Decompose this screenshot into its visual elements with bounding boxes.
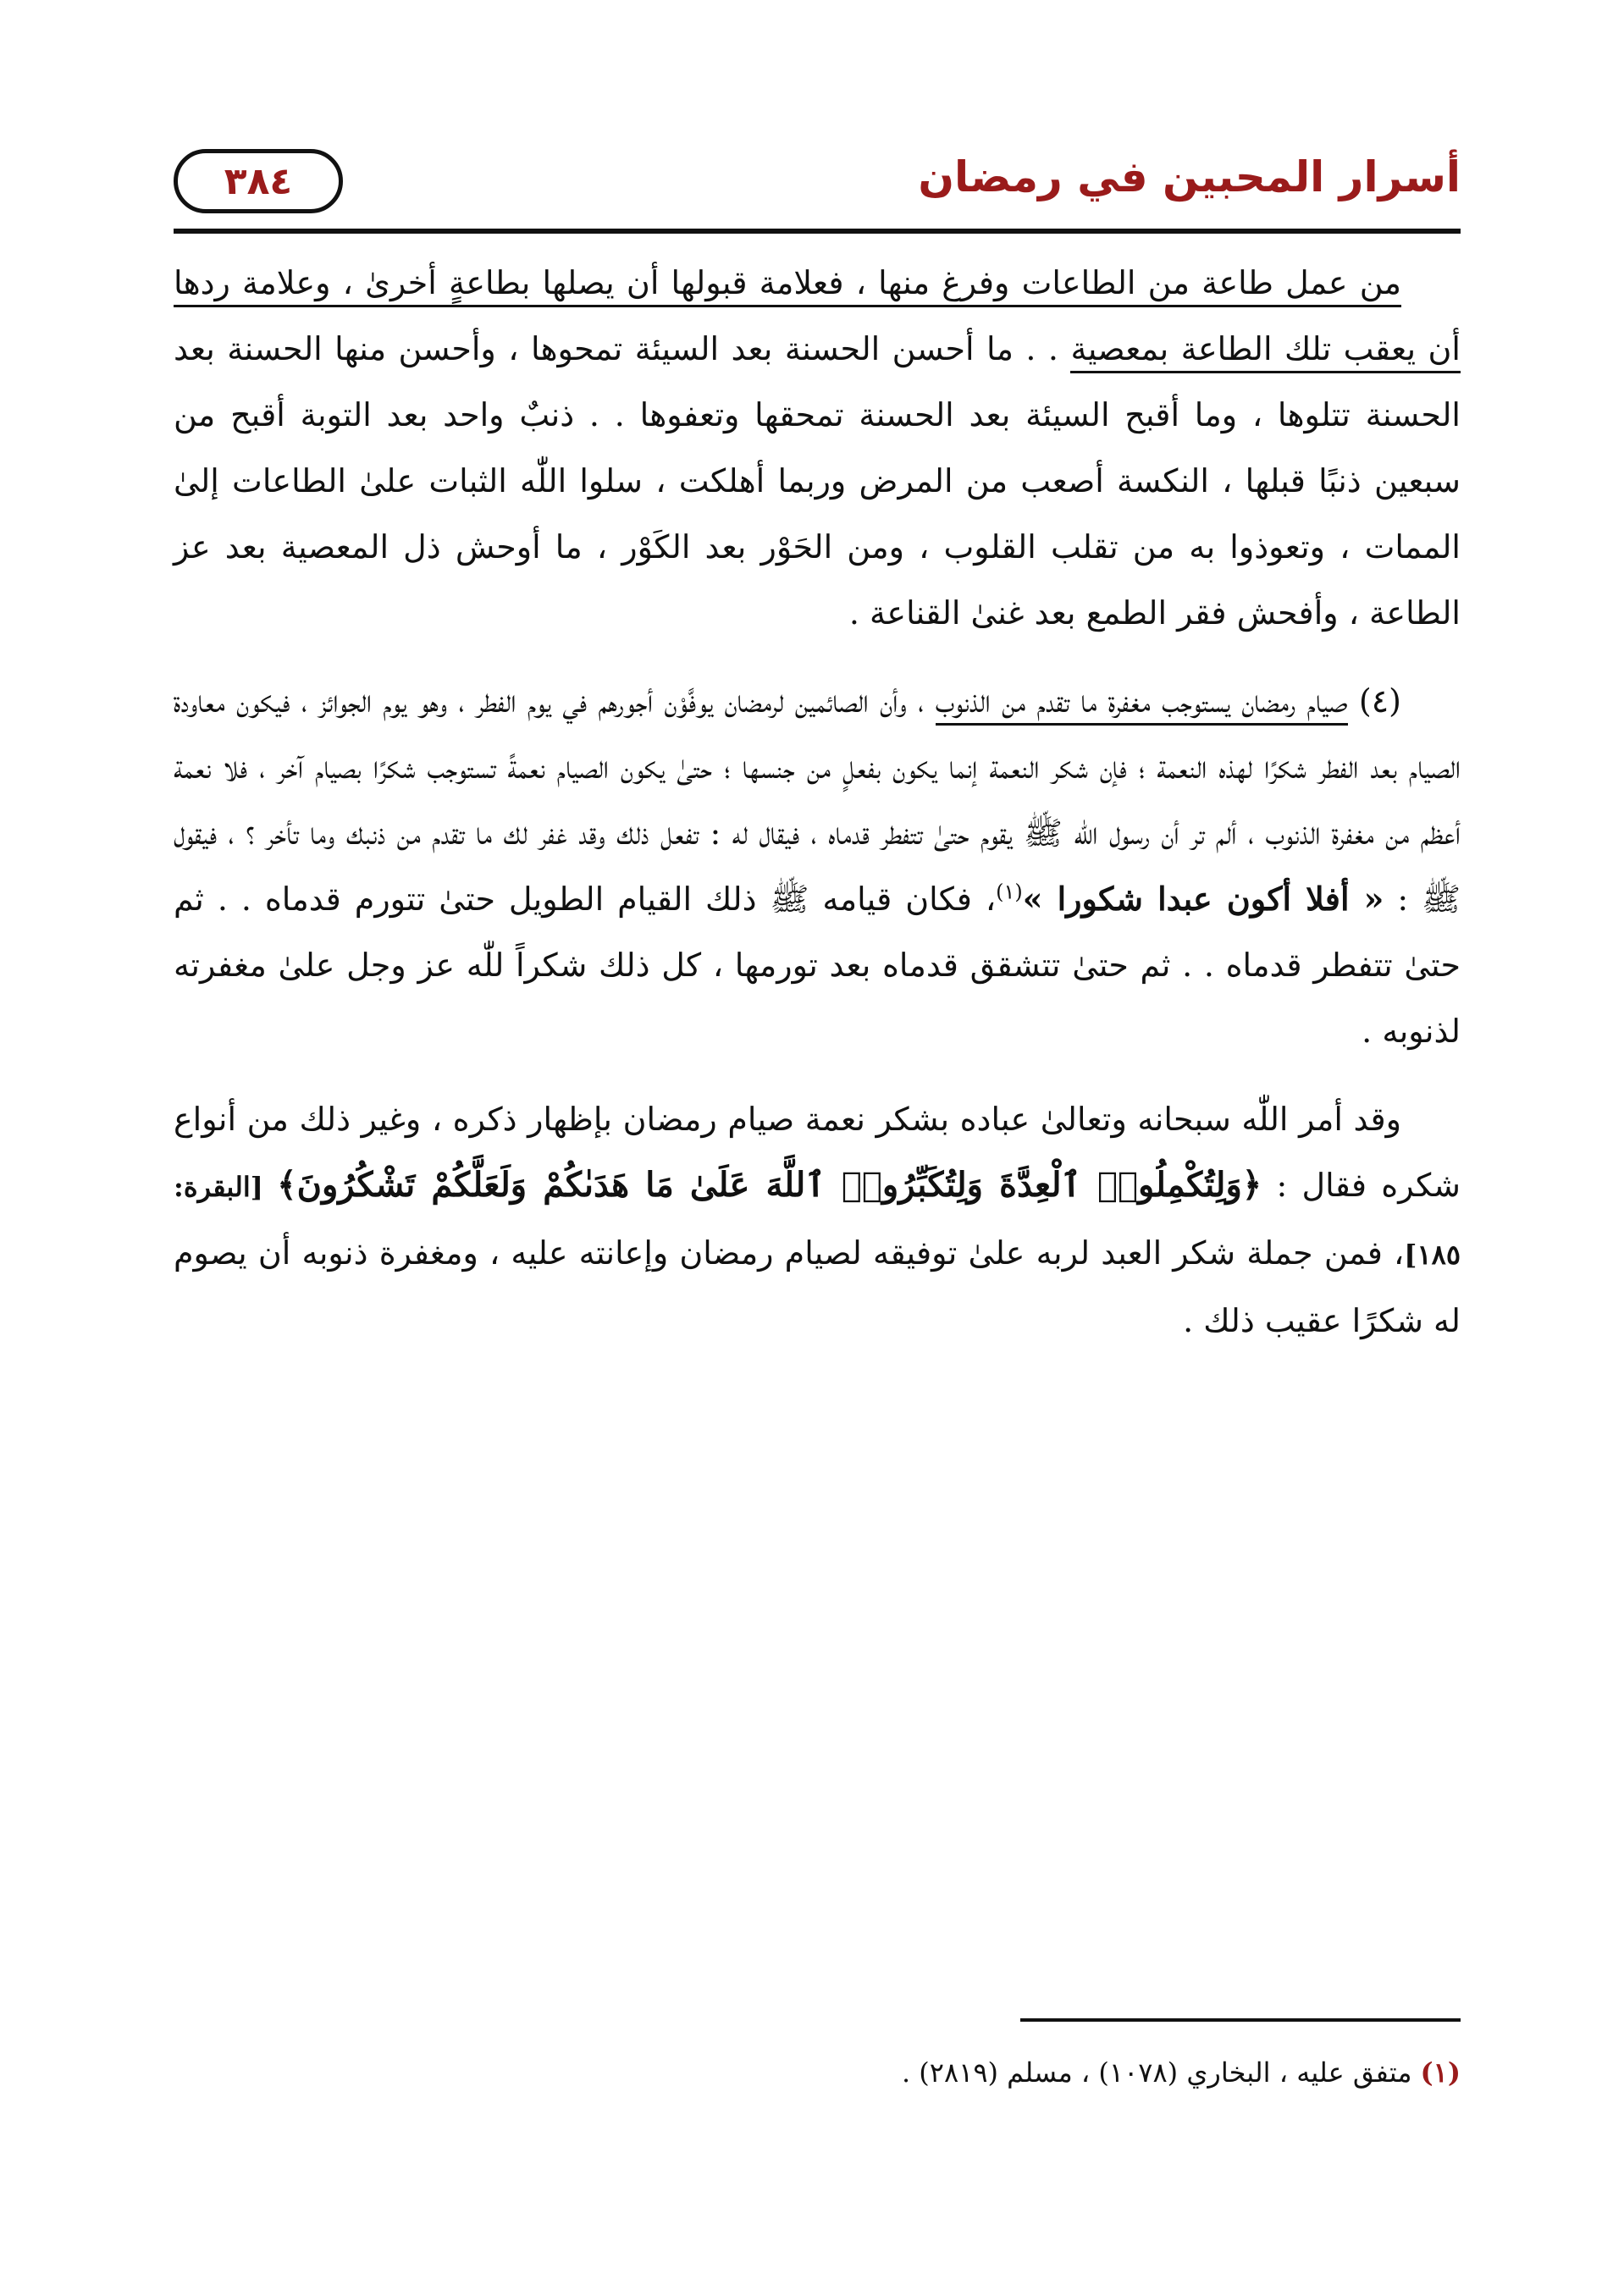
underlined-phrase: من عمل طاعة من الطاعات وفرغ منها ، فعلامة قبولها أن يصلها بطاعةٍ أخرىٰ ، وعلامة ردها أن يعقب تلك الطاعة بمعصية <box>174 264 1461 373</box>
paragraph-text: ، فكان قيامه ﷺ ذلك القيام الطويل حتىٰ تتورم قدماه . . ثم حتىٰ تتفطر قدماه . . ثم حتىٰ تتشقق قدماه بعد تورمها ، كل ذلك شكراً للّٰه عز وجل علىٰ مغفرته لذنوبه . <box>174 880 1461 1050</box>
paragraph-3 <box>174 1086 1461 1354</box>
footnote <box>174 2049 1461 2096</box>
quran-verse: ﴿وَلِتُكْمِلُوا۟ ٱلْعِدَّةَ وَلِتُكَبِّرُوا۟ ٱللَّهَ عَلَىٰ مَا هَدَىٰكُمْ وَلَعَلَّكُمْ تَشْكُرُونَ﴾ <box>277 1165 1262 1205</box>
paragraph-text: ، وأن الصائمين لرمضان يوفَّوْن أجورهم في يوم الفطر ، وهو يوم الجوائز ، فيكون معاودة الصيام بعد الفطر شكرًا لهذه النعمة ؛ فإن شكر النعمة إنما يكون بفعلٍ من جنسها ؛ حتىٰ يكون الصيام نعمةً تستوجب شكرًا بصيام آخر ، فلا نعمة أعظم من مغفرة الذنوب ، ألم تر أن رسول اللّٰه ﷺ يقوم حتىٰ تتفطر قدماه ، فيقال له : تفعل ذلك وقد غفر لك ما تقدم من ذنبك وما تأخر ؟ ، فيقول ﷺ : <box>174 682 1461 918</box>
verse-reference: [البقرة: ١٨٥] <box>174 1171 1461 1271</box>
page-number: ٣٨٤ <box>224 159 293 203</box>
book-title: أسرار المحبين في رمضان <box>918 152 1461 201</box>
paragraph-text: ، فمن جملة شكر العبد لربه علىٰ توفيقه لصيام رمضان وإعانته عليه ، ومغفرة ذنوبه أن يصوم له شكرًا عقيب ذلك . <box>174 1234 1461 1339</box>
page-body <box>174 250 1461 1376</box>
hadith-quote: « أفلا أكون عبدا شكورا » <box>1022 880 1384 918</box>
page-header <box>174 144 1461 229</box>
paragraph-text: وقد أمر اللّٰه سبحانه وتعالىٰ عباده بشكر نعمة صيام رمضان بإظهار ذكره ، وغير ذلك من أنواع شكره فقال : <box>174 1101 1461 1204</box>
footnote-number: (١) <box>1420 2056 1461 2089</box>
point-number: (٤) <box>1347 682 1401 720</box>
paragraph-1 <box>174 250 1461 646</box>
footnote-divider <box>1020 2018 1461 2022</box>
page-number-badge <box>174 149 343 213</box>
paragraph-2 <box>174 668 1461 1064</box>
underlined-phrase: صيام رمضان يستوجب مغفرة ما تقدم من الذنوب <box>936 682 1348 726</box>
footnote-reference[interactable]: (١) <box>996 880 1023 904</box>
footnote-text: متفق عليه ، البخاري (١٠٧٨) ، مسلم (٢٨١٩) . <box>901 2056 1412 2089</box>
paragraph-text: . . ما أحسن الحسنة بعد السيئة تمحوها ، وأحسن منها الحسنة بعد الحسنة تتلوها ، وما أقبح السيئة بعد الحسنة تمحقها وتعفوها . . ذنبٌ واحد بعد التوبة أقبح من سبعين ذنبًا قبلها ، النكسة أصعب من المرض وربما أهلكت ، سلوا اللّٰه الثبات علىٰ الطاعات إلىٰ الممات ، وتعوذوا به من تقلب القلوب ، ومن الحَوْر بعد الكَوْر ، ما أوحش ذل المعصية بعد عز الطاعة ، وأفحش فقر الطمع بعد غنىٰ القناعة . <box>174 330 1461 632</box>
header-divider <box>174 229 1461 234</box>
